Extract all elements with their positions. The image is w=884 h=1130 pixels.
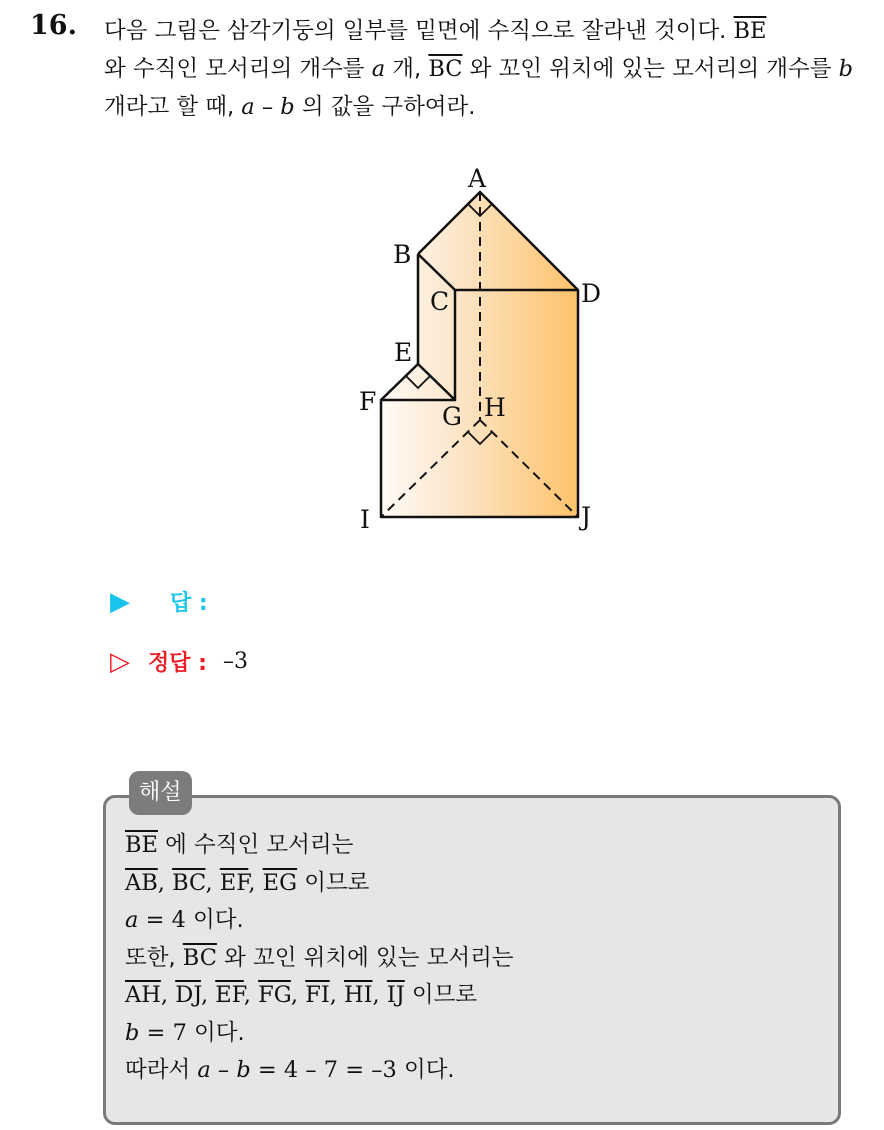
segment-bc: $\overline{BC}$: [428, 56, 463, 82]
correct-answer-label: 정답 :: [148, 651, 207, 676]
segment: $\overline{AB}$: [125, 869, 158, 896]
label-f: F: [359, 387, 377, 416]
label-e: E: [394, 338, 413, 367]
variable-a: a: [125, 907, 139, 933]
variable-a: a: [371, 56, 386, 82]
solution-line-2: $\overline{AB}$, $\overline{BC}$, $\overline{EF}$, $\overline{EG}$ 이므로: [125, 869, 370, 896]
equation: = 7: [139, 1019, 187, 1046]
solution-text-part: 이다.: [396, 1057, 455, 1083]
answer-row: [110, 586, 224, 617]
segment-be: $\overline{BE}$: [733, 18, 767, 44]
label-d: D: [581, 279, 602, 308]
question-text: [104, 12, 864, 126]
label-a: A: [468, 164, 487, 193]
expression: a – b: [197, 1057, 251, 1083]
solution-text-part: 이다.: [185, 907, 244, 933]
outline-play-icon: ▷: [110, 646, 130, 677]
solution-line-3: [125, 902, 825, 940]
equation: = 4 – 7 = –3: [250, 1057, 397, 1083]
segment: $\overline{EG}$: [262, 869, 298, 896]
equation: = 4: [138, 907, 186, 933]
variable-b: b: [125, 1019, 140, 1046]
solution-line-5: $\overline{AH}$, $\overline{DJ}$, $\overline{EF}$, $\overline{FG}$, $\overline{FI}$, $\overline{HI}$, $\overline{IJ}$ 이므로: [125, 982, 478, 1008]
label-c: C: [430, 287, 450, 316]
expression-a-minus-b: a – b: [241, 94, 295, 120]
solution-text-part: 이므로: [404, 982, 478, 1008]
segment: $\overline{EF}$: [219, 869, 249, 896]
question-number: 16.: [30, 10, 77, 41]
prism-figure: [340, 158, 620, 543]
segment: $\overline{HI}$: [344, 982, 373, 1008]
correct-answer-value: –3: [222, 649, 248, 674]
correct-answer-row: [110, 646, 248, 677]
answer-label: 답 :: [170, 591, 208, 616]
label-i: I: [360, 505, 370, 534]
segment: $\overline{EF}$: [215, 982, 244, 1008]
segment: $\overline{BE}$: [125, 832, 158, 858]
question-text-4: 와 꼬인 위치에 있는 모서리의 개수를: [462, 56, 839, 82]
solution-text-part: 이므로: [297, 869, 370, 896]
question-text-1: 다음 그림은 삼각기둥의 일부를 밑면에 수직으로 잘라낸 것이다.: [104, 18, 734, 44]
solution-text-part: 또한,: [125, 944, 183, 971]
segment: $\overline{BC}$: [182, 944, 217, 971]
solution-line-7: [125, 1052, 825, 1090]
label-j: J: [581, 502, 592, 531]
solution-line-1: [125, 827, 825, 865]
question-text-6: 의 값을 구하여라.: [294, 94, 476, 120]
solution-tag: 해설: [129, 771, 192, 815]
solution-text: [125, 827, 825, 1090]
question-text-2: 와 수직인 모서리의 개수를: [104, 56, 372, 82]
question-text-5: 개라고 할 때,: [104, 94, 242, 120]
segment: $\overline{IJ}$: [386, 982, 405, 1008]
play-icon: ▶: [110, 586, 130, 617]
solution-text-part: 따라서: [125, 1057, 198, 1083]
label-b: B: [393, 240, 412, 269]
solution-line-6: [125, 1015, 825, 1053]
segment: $\overline{FI}$: [305, 982, 330, 1008]
segment: $\overline{DJ}$: [175, 982, 201, 1008]
label-g: G: [442, 402, 462, 431]
segment: $\overline{FG}$: [258, 982, 291, 1008]
segment: $\overline{BC}$: [172, 869, 206, 896]
segment: $\overline{AH}$: [125, 982, 161, 1008]
label-h: H: [484, 393, 506, 422]
solution-line-4: [125, 940, 825, 978]
solution-text-part: 와 꼬인 위치에 있는 모서리는: [216, 944, 514, 971]
variable-b: b: [838, 56, 853, 82]
solution-text-part: 에 수직인 모서리는: [157, 832, 354, 858]
solution-text-part: 이다.: [186, 1019, 245, 1046]
question-text-3: 개,: [385, 56, 429, 82]
